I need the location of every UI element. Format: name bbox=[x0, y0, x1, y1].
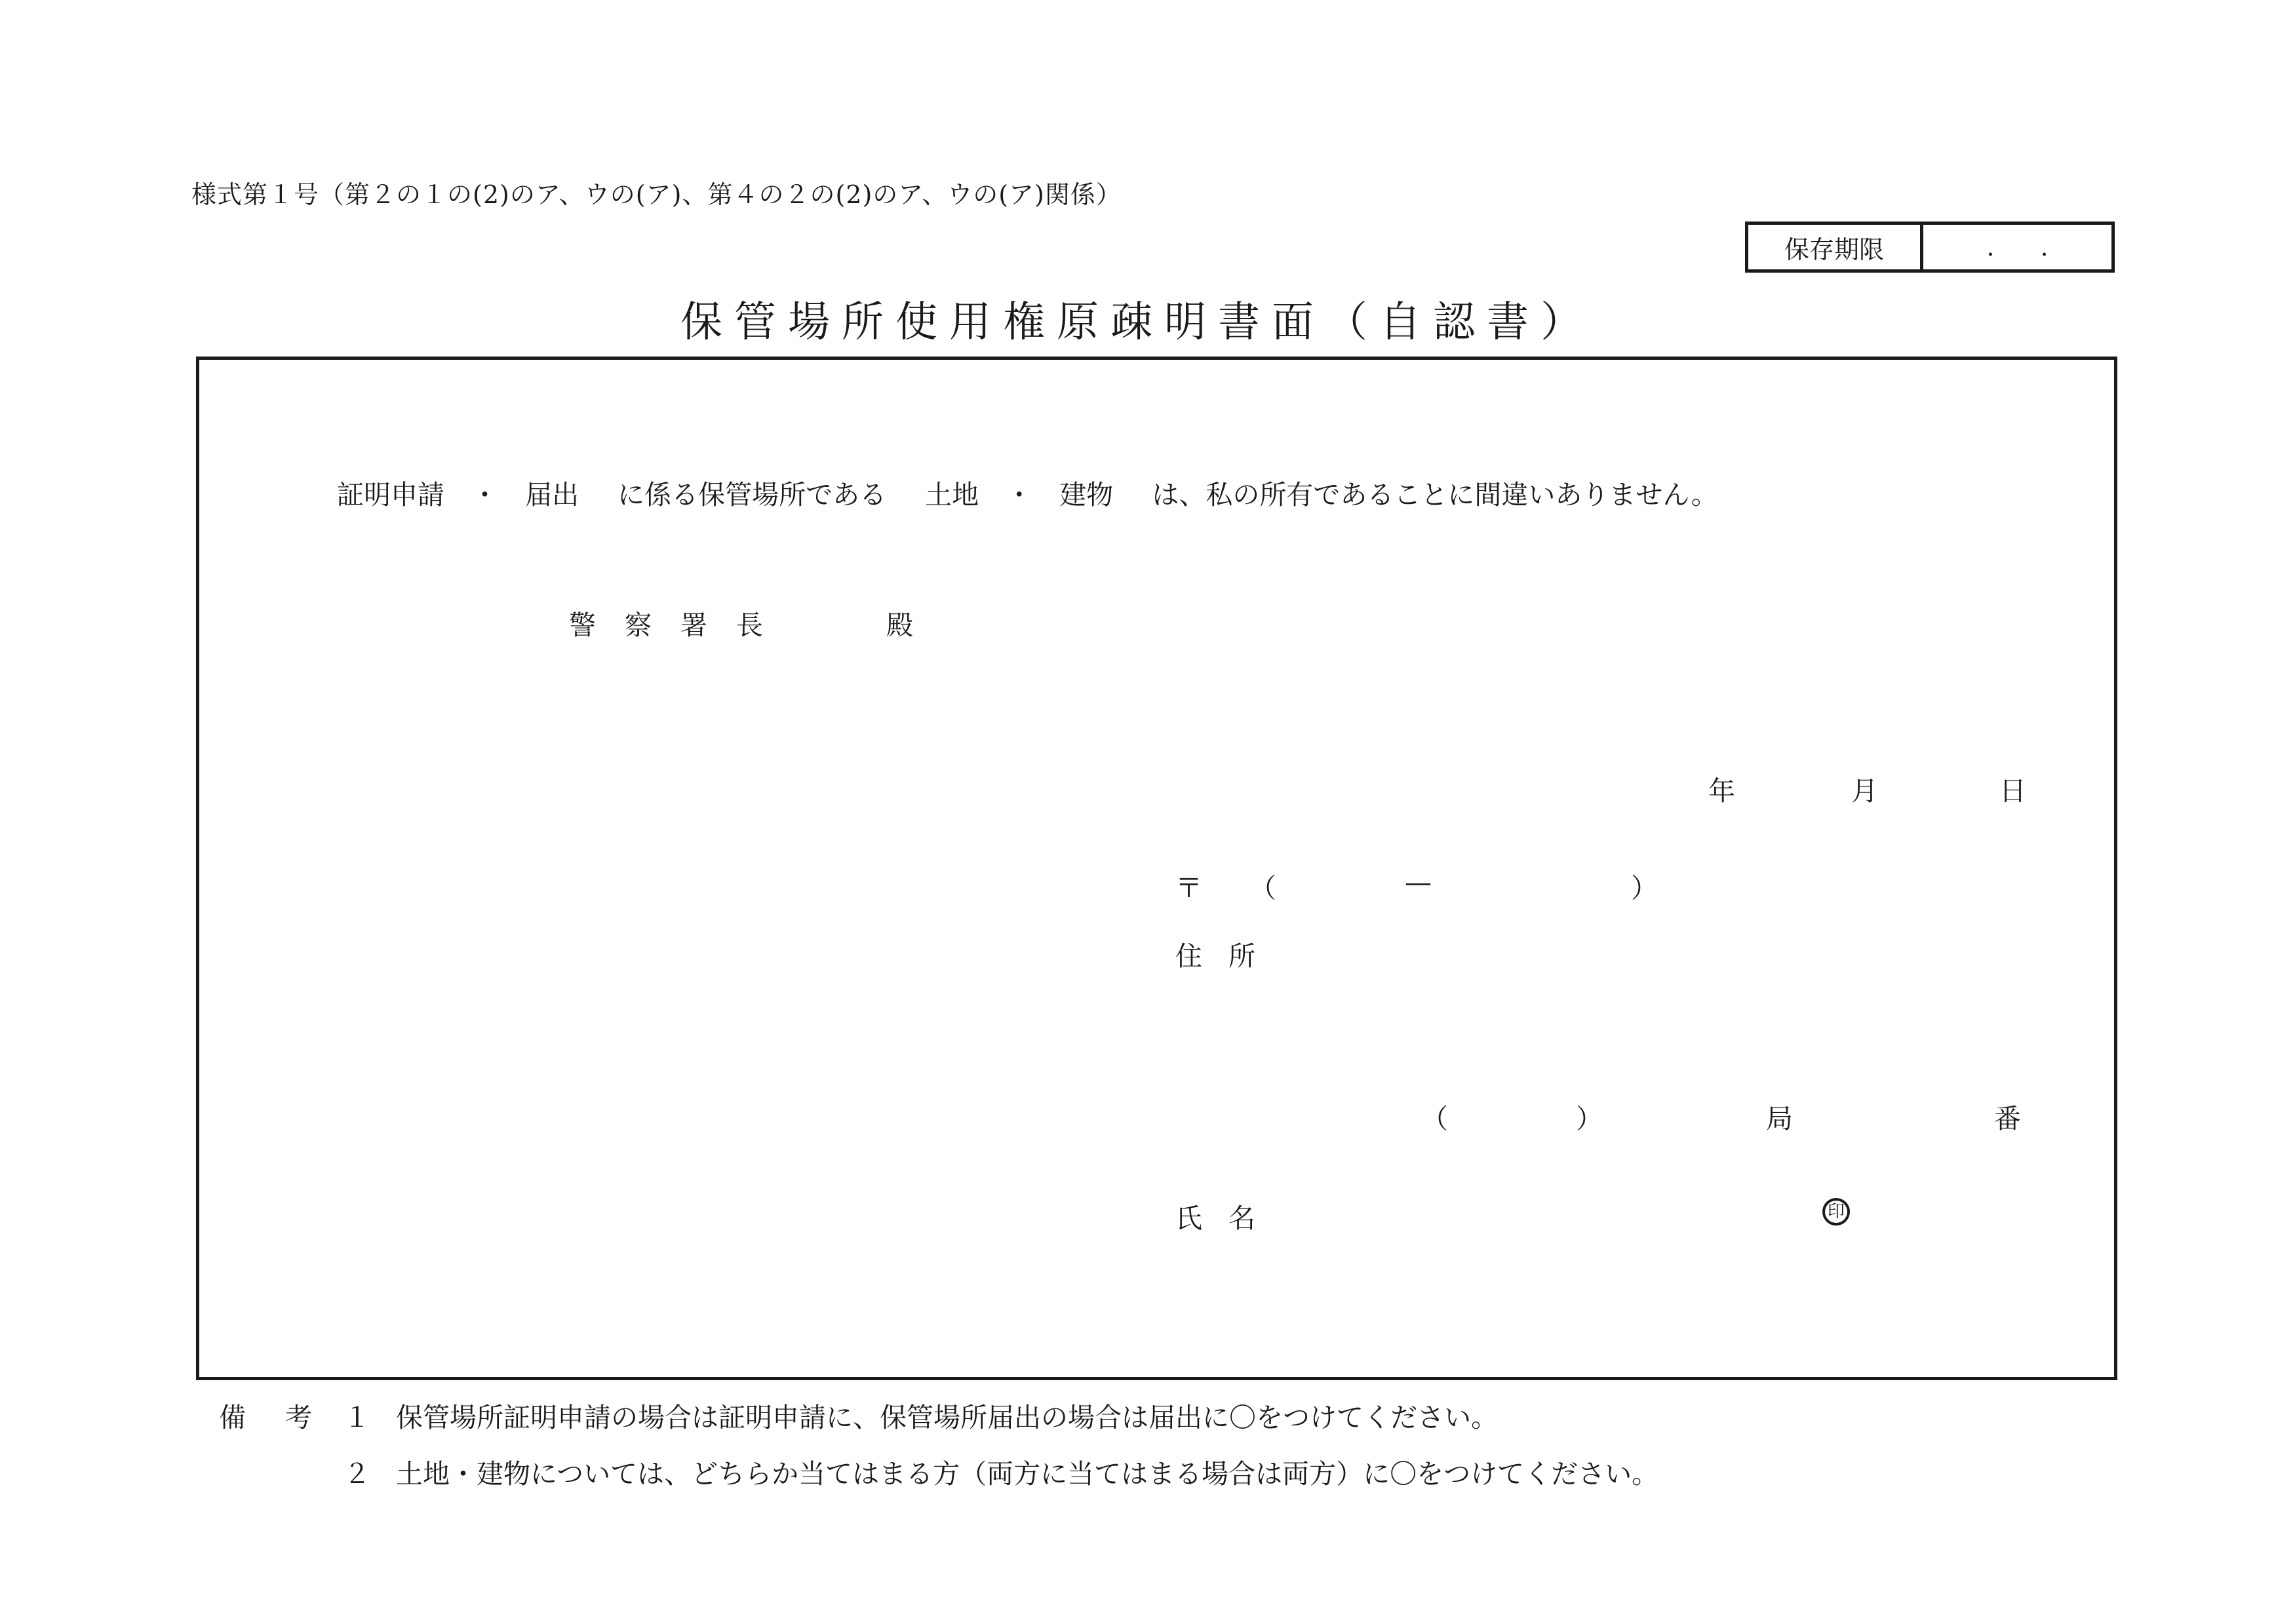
phone-number-label: 番 bbox=[1994, 1103, 2021, 1134]
date-year-label: 年 bbox=[1708, 775, 1735, 807]
seal-char: 印 bbox=[1827, 1202, 1845, 1222]
option-notification[interactable]: 届出 bbox=[525, 479, 579, 511]
retention-period-field[interactable]: .. bbox=[1986, 233, 2094, 261]
document-title: 保管場所使用権原疎明書面（自認書） bbox=[680, 298, 1594, 347]
date-month-label: 月 bbox=[1851, 775, 1878, 807]
note-text: 土地・建物については、どちらか当てはまる方（両方に当てはまる場合は両方）に〇をつけてください。 bbox=[396, 1458, 1659, 1490]
option-building[interactable]: 建物 bbox=[1059, 479, 1114, 511]
form-number: 様式第１号（第２の１の(2)のア、ウの(ア)、第４の２の(2)のア、ウの(ア)関係） bbox=[191, 180, 1122, 209]
addressee-office: 警察署長 bbox=[569, 609, 792, 641]
phone-close-paren: ） bbox=[1576, 1103, 1603, 1134]
name-label: 氏名 bbox=[1175, 1203, 1282, 1234]
separator-dot: ・ bbox=[471, 479, 499, 511]
declaration-statement bbox=[337, 473, 1718, 512]
separator-dot: ・ bbox=[1006, 479, 1033, 511]
postal-mark-icon: 〒 bbox=[1175, 872, 1202, 904]
note-number: ２ bbox=[343, 1458, 370, 1490]
note-text: 保管場所証明申請の場合は証明申請に、保管場所届出の場合は届出に〇をつけてください。 bbox=[396, 1402, 1498, 1433]
address-label: 住所 bbox=[1175, 940, 1282, 972]
retention-period-box bbox=[1745, 222, 2115, 273]
postal-open-paren: （ bbox=[1249, 872, 1276, 904]
note-number: １ bbox=[343, 1402, 370, 1433]
phone-open-paren: （ bbox=[1421, 1103, 1448, 1134]
phone-bureau-label: 局 bbox=[1766, 1103, 1793, 1134]
option-certificate-application[interactable]: 証明申請 bbox=[337, 479, 444, 511]
notes-label: 備考 bbox=[219, 1402, 351, 1433]
option-land[interactable]: 土地 bbox=[925, 479, 979, 511]
date-day-label: 日 bbox=[1999, 775, 2026, 807]
postal-dash: — bbox=[1405, 866, 1432, 898]
retention-period-label: 保存期限 bbox=[1748, 225, 1923, 269]
seal-icon bbox=[1822, 1198, 1850, 1226]
statement-tail-text: は、私の所有であることに間違いありません。 bbox=[1152, 479, 1718, 511]
postal-close-paren: ） bbox=[1631, 872, 1658, 904]
statement-middle-text: に係る保管場所である bbox=[618, 479, 887, 511]
addressee-suffix: 殿 bbox=[886, 609, 913, 641]
